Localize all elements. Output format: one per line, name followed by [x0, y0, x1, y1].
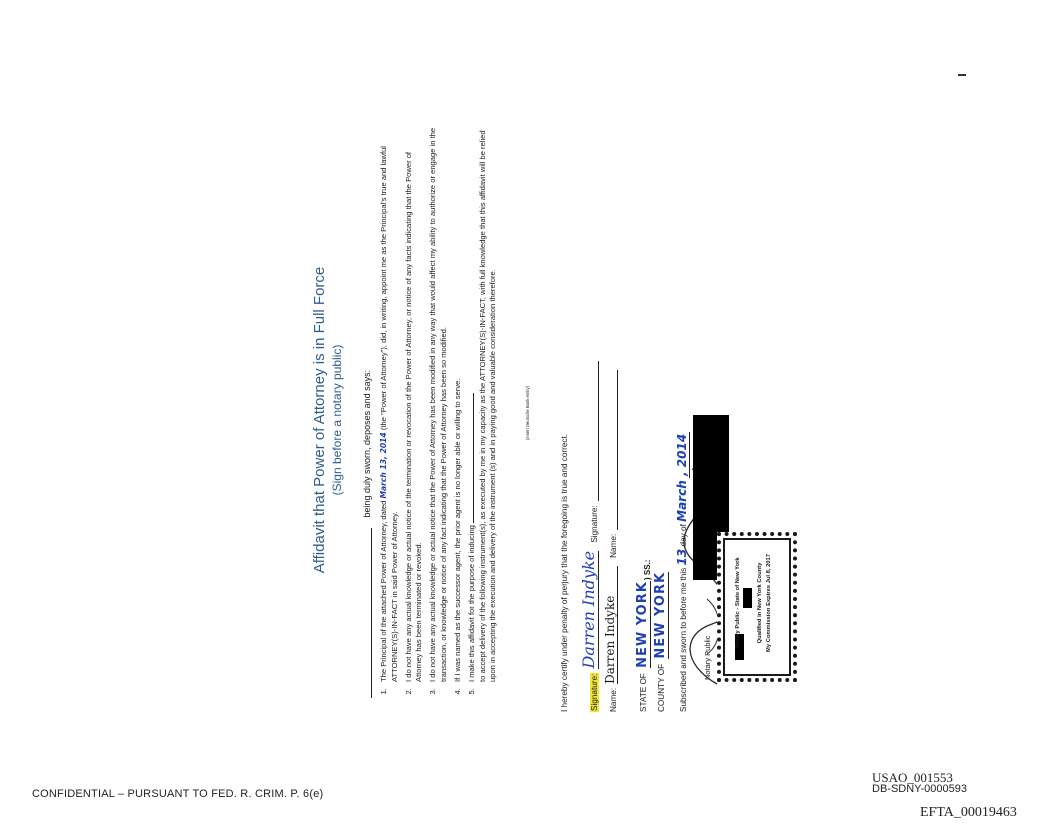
- subscribed-before: Subscribed and sworn to before me this: [679, 567, 688, 712]
- stray-mark: [958, 74, 966, 76]
- state-line: [635, 581, 651, 712]
- clause-3: 3. I do not have any actual knowledge or actual notice that the Power of Attorney has been modified in any way that would affect my ability to authorize or engage in the transaction, or knowledge or notice of any fact indicating that the Power of Attorney has been so modified.: [428, 126, 449, 686]
- clause-5-line1: I make this affidavit for the purpose of inducing: [467, 525, 477, 682]
- county-value: NEW YORK: [653, 571, 668, 659]
- clause-4: 4. If I was named as the successor agent, the prior agent is no longer able or willing to serve.: [453, 126, 464, 686]
- notary-stamp: [717, 532, 797, 682]
- bates-usao: USAO_001553: [872, 770, 953, 785]
- county-line: [653, 572, 669, 712]
- sworn-intro-text: being duly sworn, deposes and says:: [362, 369, 372, 518]
- name-blank-2: [617, 370, 618, 530]
- state-label: STATE OF: [639, 673, 648, 712]
- county-label: COUNTY OF: [657, 663, 666, 712]
- subscribed-mid: day of: [679, 524, 688, 547]
- clause-1-after: (the "Power of Attorney"), did, in writing, appoint me as the Principal's true and lawful ATTORNEY(S)-IN-FACT in said Power of Attorney.: [379, 146, 399, 682]
- name-label-2: Name:: [609, 533, 618, 558]
- subscribed-year: , 2014: [675, 433, 689, 476]
- clause-2: 2. I do not have any actual knowledge or actual notice of the termination or revocation of the Power of Attorney, or notice of any facts indicating that the Power of Attorney has been terminated or revoked.: [404, 126, 425, 686]
- signature-row: [579, 152, 599, 712]
- subscribed-day: 13: [675, 548, 689, 566]
- name-value: Darren Indyke: [603, 566, 618, 684]
- sworn-intro: [362, 138, 372, 698]
- stamp-line-4: My Commission Expires Jul 8, 2017: [766, 554, 772, 652]
- name-label: Name:: [609, 687, 618, 712]
- notary-public-label: Notary Public: [703, 635, 712, 680]
- stamp-redaction-number: [743, 588, 752, 608]
- bates-db-sdny: DB-SDNY-0000593: [872, 783, 967, 795]
- name-row: [603, 152, 618, 712]
- document-title: Affidavit that Power of Attorney is in Full Force: [311, 266, 328, 574]
- clause-1-before: The Principal of the attached Power of Attorney, dated: [379, 500, 388, 682]
- affidavit-page: [305, 110, 775, 730]
- bates-efta: EFTA_00019463: [920, 805, 1017, 820]
- clause-1: [379, 126, 400, 686]
- certification-text: I hereby certify under penalty of perjury that the foregoing is true and correct.: [560, 433, 569, 712]
- stamp-line-3: Qualified in New York County: [757, 562, 763, 644]
- clause-1-date-handwritten: March 13, 2014: [379, 432, 388, 499]
- handwritten-signature: Darren Indyke: [579, 550, 598, 669]
- state-value: NEW YORK: [635, 581, 650, 668]
- affidavit-clauses: [379, 126, 502, 712]
- signature-label-highlighted: Signature:: [590, 673, 599, 711]
- signature-label-2: Signature:: [590, 505, 599, 543]
- subscribed-month: March: [675, 480, 689, 522]
- stamp-line-1: Notary Public - State of New York: [735, 557, 741, 649]
- clause-5: [467, 126, 499, 686]
- document-subtitle: (Sign before a notary public): [330, 344, 344, 496]
- ss-bracket: ) SS.:: [643, 559, 652, 580]
- insert-entity-note: (Insert Deutsche Bank entity): [525, 386, 530, 440]
- signature-blank-2: [598, 361, 599, 501]
- clause-5-entity-blank: [473, 393, 474, 523]
- clause-5-rest: to accept delivery of the following instrument(s), as executed by me in my capacity as the ATTORNEY(S)-IN-FACT, with full knowledge that this affidavit will be relied upon in accepting the execution and delivery of the instrument (s) and in paying good and valuable consideration therefore.: [477, 130, 498, 682]
- confidential-footer: CONFIDENTIAL – PURSUANT TO FED. R. CRIM. P. 6(e): [32, 788, 324, 800]
- affiant-name-blank: [371, 528, 372, 698]
